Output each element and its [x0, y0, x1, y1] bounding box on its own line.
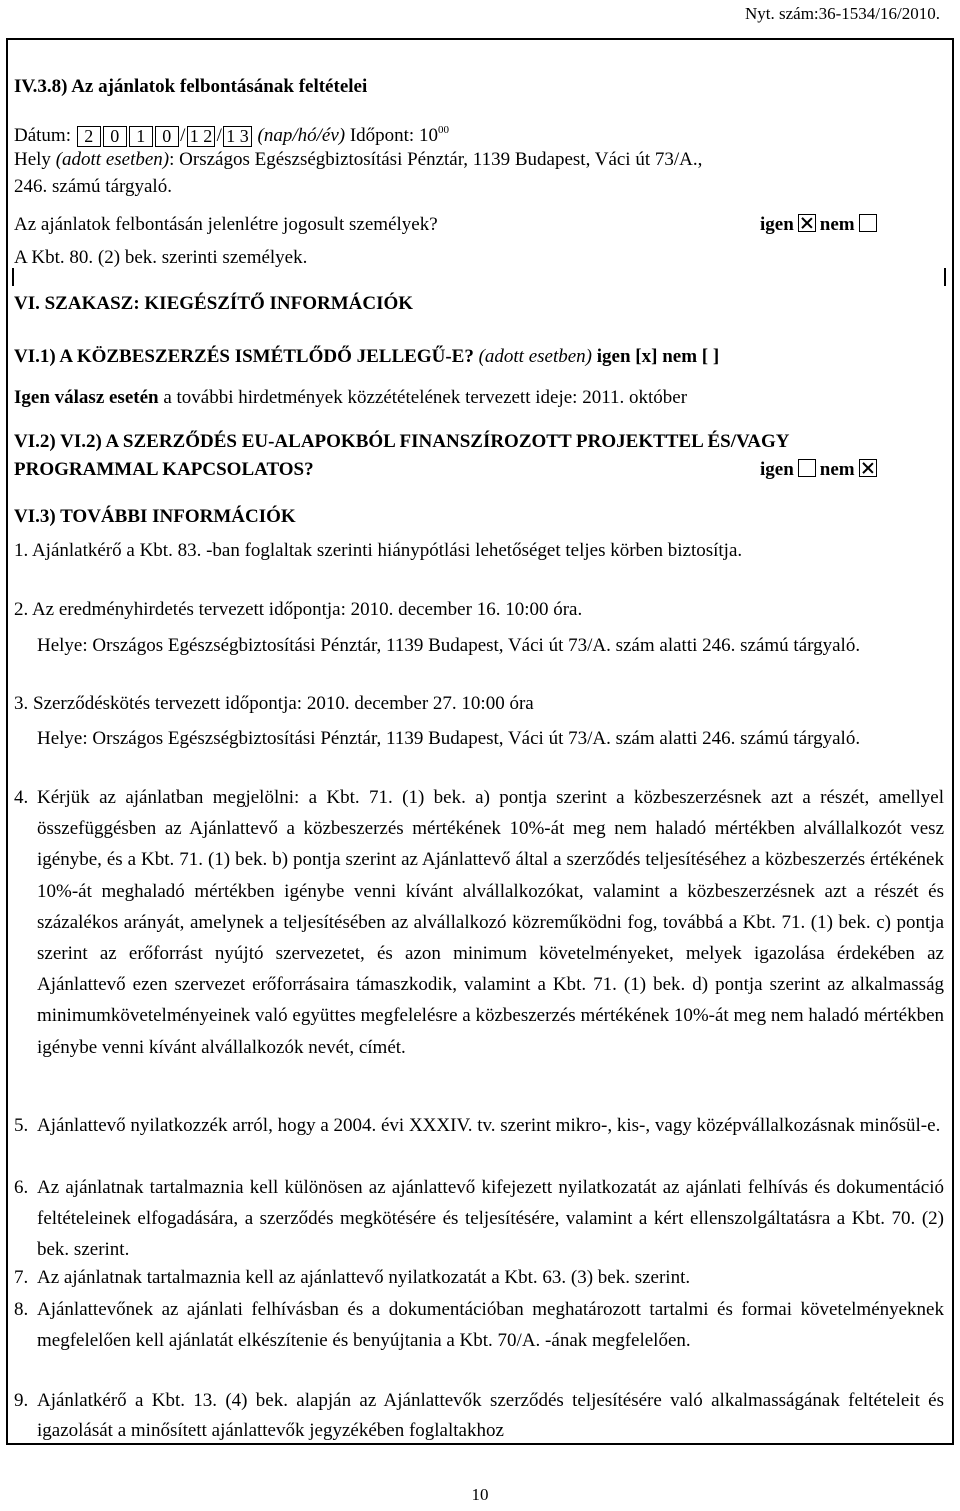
- list-item: [14, 1264, 944, 1292]
- item-text: Szerződéskötés tervezett időpontja: 2010. december 27. 10:00 óra: [33, 693, 534, 714]
- right-border: [952, 38, 954, 1444]
- section-vi-title: VI. SZAKASZ: KIEGÉSZÍTŐ INFORMÁCIÓK: [14, 293, 414, 314]
- item-text: Helye: Országos Egészségbiztosítási Pénztár, 1139 Budapest, Váci út 73/A. szám alatti 246. számú tárgyaló.: [37, 635, 861, 656]
- divider-left-stub: [12, 268, 14, 286]
- nem-label: nem: [819, 459, 855, 480]
- date-label: Dátum:: [14, 125, 71, 146]
- vi2-answer: [760, 458, 881, 482]
- list-item: [14, 538, 944, 564]
- date-box-2: 0: [103, 126, 127, 147]
- item-text: Kérjük az ajánlatban megjelölni: a Kbt. 71. (1) bek. a) pontja szerint a közbeszerzésnek azt a részét, amellyel összefüggésben az Ajánlattevő a közbeszerzés mértékének 10%-át meg nem haladó mértékben alvállalkozót vesz igénybe, és a Kbt. 71. (1) bek. b) pontja szerint az Ajánlattevő által a szerződés teljesítéséhez a közbeszerzés értékének 10%-át meghaladó mértékben igénybe venni kívánt alvállalkozókat, valamint a közbeszerzésnek azt a részét és százalékos arányát, amelynek a teljesítésében az alvállalkozó közreműködni fog, továbbá a Kbt. 71. (1) bek. c) pontja szerint az erőforrást nyújtó szervezetet, és azon minimum követelményeket, melyek igazolása érdekében az Ajánlattevő ezen szervezet erőforrásaira támaszkodik, valamint a Kbt. 71. (1) bek. d) pontja szerint az alkalmasság minimumkövetelményeinek való együttes megfelelésre a közbeszerzés mértékének 10%-át meg nem haladó mértékben igénybe venni kívánt alvállalkozók nevét, címét.: [37, 787, 944, 1058]
- top-border: [6, 38, 954, 40]
- igen-label: igen: [760, 214, 794, 235]
- item-text: Helye: Országos Egészségbiztosítási Pénztár, 1139 Budapest, Váci út 73/A. szám alatti 246. számú tárgyaló.: [37, 728, 861, 749]
- vi1-row: [14, 345, 719, 369]
- item-number: 6.: [14, 1177, 29, 1198]
- vi2-line1: VI.2) VI.2) A SZERZŐDÉS EU-ALAPOKBÓL FINANSZÍROZOTT PROJEKTTEL ÉS/VAGY: [14, 431, 790, 452]
- present-reference: A Kbt. 80. (2) bek. szerinti személyek.: [14, 247, 308, 268]
- item-number: 8.: [14, 1299, 29, 1320]
- item-text: Ajánlatkérő a Kbt. 13. (4) bek. alapján az Ajánlattevők szerződés teljesítésére való alkalmasságának feltételeit és igazolását a minősített ajánlattevők jegyzékében foglaltakhoz: [37, 1390, 944, 1441]
- list-item: [14, 1386, 944, 1446]
- left-border: [6, 38, 8, 1444]
- list-item: [14, 691, 944, 717]
- nem-checkbox-checked-icon: [859, 459, 877, 477]
- item-number: 2.: [14, 599, 29, 620]
- date-box-month: 1 2: [187, 126, 216, 147]
- igen-checkbox-empty-icon: [798, 459, 816, 477]
- time-label: Időpont: 10: [349, 125, 438, 146]
- item-number: 5.: [14, 1115, 29, 1136]
- nem-checkbox-empty-icon: [859, 214, 877, 232]
- date-separator: /: [180, 125, 186, 146]
- item-number: 3.: [14, 693, 29, 714]
- time-minutes: 00: [437, 124, 449, 136]
- place-continuation: 246. számú tárgyaló.: [14, 176, 172, 197]
- vi1-note: (adott esetben): [478, 346, 593, 367]
- place-row: [14, 148, 702, 172]
- item-text: Az ajánlatnak tartalmaznia kell különösen az ajánlattevő kifejezett nyilatkozatát az ajánlati felhívás és dokumentáció feltételeinek elfogadására, a szerződés megkötésére és teljesítésére, valamint a kért ellenszolgáltatásra a Kbt. 70. (2) bek. szerint.: [37, 1177, 944, 1260]
- item-number: 1.: [14, 540, 29, 561]
- list-item: [37, 632, 944, 660]
- vi1-answer: igen [x] nem [ ]: [596, 346, 720, 367]
- igen-checkbox-checked-icon: [798, 214, 816, 232]
- present-answer: [760, 213, 881, 237]
- list-item: [14, 597, 944, 623]
- vi1-followup: [14, 386, 687, 410]
- item-text: Ajánlattevőnek az ajánlati felhívásban és a dokumentációban meghatározott tartalmi és formai követelményeknek megfelelően kell ajánlatát elkészítenie és benyújtania a Kbt. 70/A. -ának megfelelően.: [37, 1299, 944, 1351]
- divider-right-stub: [944, 268, 946, 286]
- date-box-3: 1: [129, 126, 153, 147]
- item-number: 4.: [14, 787, 29, 808]
- vi2-line2: PROGRAMMAL KAPCSOLATOS?: [14, 459, 314, 480]
- item-number: 9.: [14, 1390, 29, 1411]
- vi1-label: VI.1) A KÖZBESZERZÉS ISMÉTLŐDŐ JELLEGŰ-E?: [14, 346, 474, 367]
- item-number: 7.: [14, 1267, 29, 1288]
- place-note: (adott esetben): [55, 149, 170, 170]
- list-item: [37, 725, 944, 753]
- date-format: (nap/hó/év): [257, 125, 346, 146]
- list-item: [14, 1172, 944, 1265]
- page-number: 10: [471, 1485, 489, 1504]
- list-item: [14, 782, 944, 1063]
- place-value: : Országos Egészségbiztosítási Pénztár, 1139 Budapest, Váci út 73/A.,: [169, 149, 703, 170]
- section-iv-title: IV.3.8) Az ajánlatok felbontásának feltételei: [14, 76, 368, 97]
- vi1-followup-text: a további hirdetmények közzétételének tervezett ideje: 2011. október: [163, 387, 688, 408]
- date-box-day: 1 3: [223, 126, 252, 147]
- item-text: Az eredményhirdetés tervezett időpontja: 2010. december 16. 10:00 óra.: [31, 599, 583, 620]
- vi1-followup-bold: Igen válasz esetén: [14, 387, 159, 408]
- document-number: Nyt. szám:36-1534/16/2010.: [744, 4, 940, 23]
- date-box-1: 2: [77, 126, 101, 147]
- date-box-4: 0: [155, 126, 179, 147]
- date-separator: /: [216, 125, 222, 146]
- list-item: [14, 1294, 944, 1356]
- nem-label: nem: [819, 214, 855, 235]
- present-question: Az ajánlatok felbontásán jelenlétre jogosult személyek?: [14, 214, 438, 235]
- place-label: Hely: [14, 149, 51, 170]
- item-text: Ajánlatkérő a Kbt. 83. -ban foglaltak szerinti hiánypótlási lehetőséget teljes körben biztosítja.: [31, 540, 743, 561]
- list-item: [14, 1110, 944, 1141]
- vi3-label: VI.3) TOVÁBBI INFORMÁCIÓK: [14, 506, 296, 527]
- item-text: Ajánlattevő nyilatkozzék arról, hogy a 2004. évi XXXIV. tv. szerint mikro-, kis-, vagy középvállalkozásnak minősül-e.: [37, 1115, 941, 1136]
- item-text: Az ajánlatnak tartalmaznia kell az ajánlattevő nyilatkozatát a Kbt. 63. (3) bek. szerint.: [37, 1267, 691, 1288]
- igen-label: igen: [760, 459, 794, 480]
- date-row: [14, 118, 449, 148]
